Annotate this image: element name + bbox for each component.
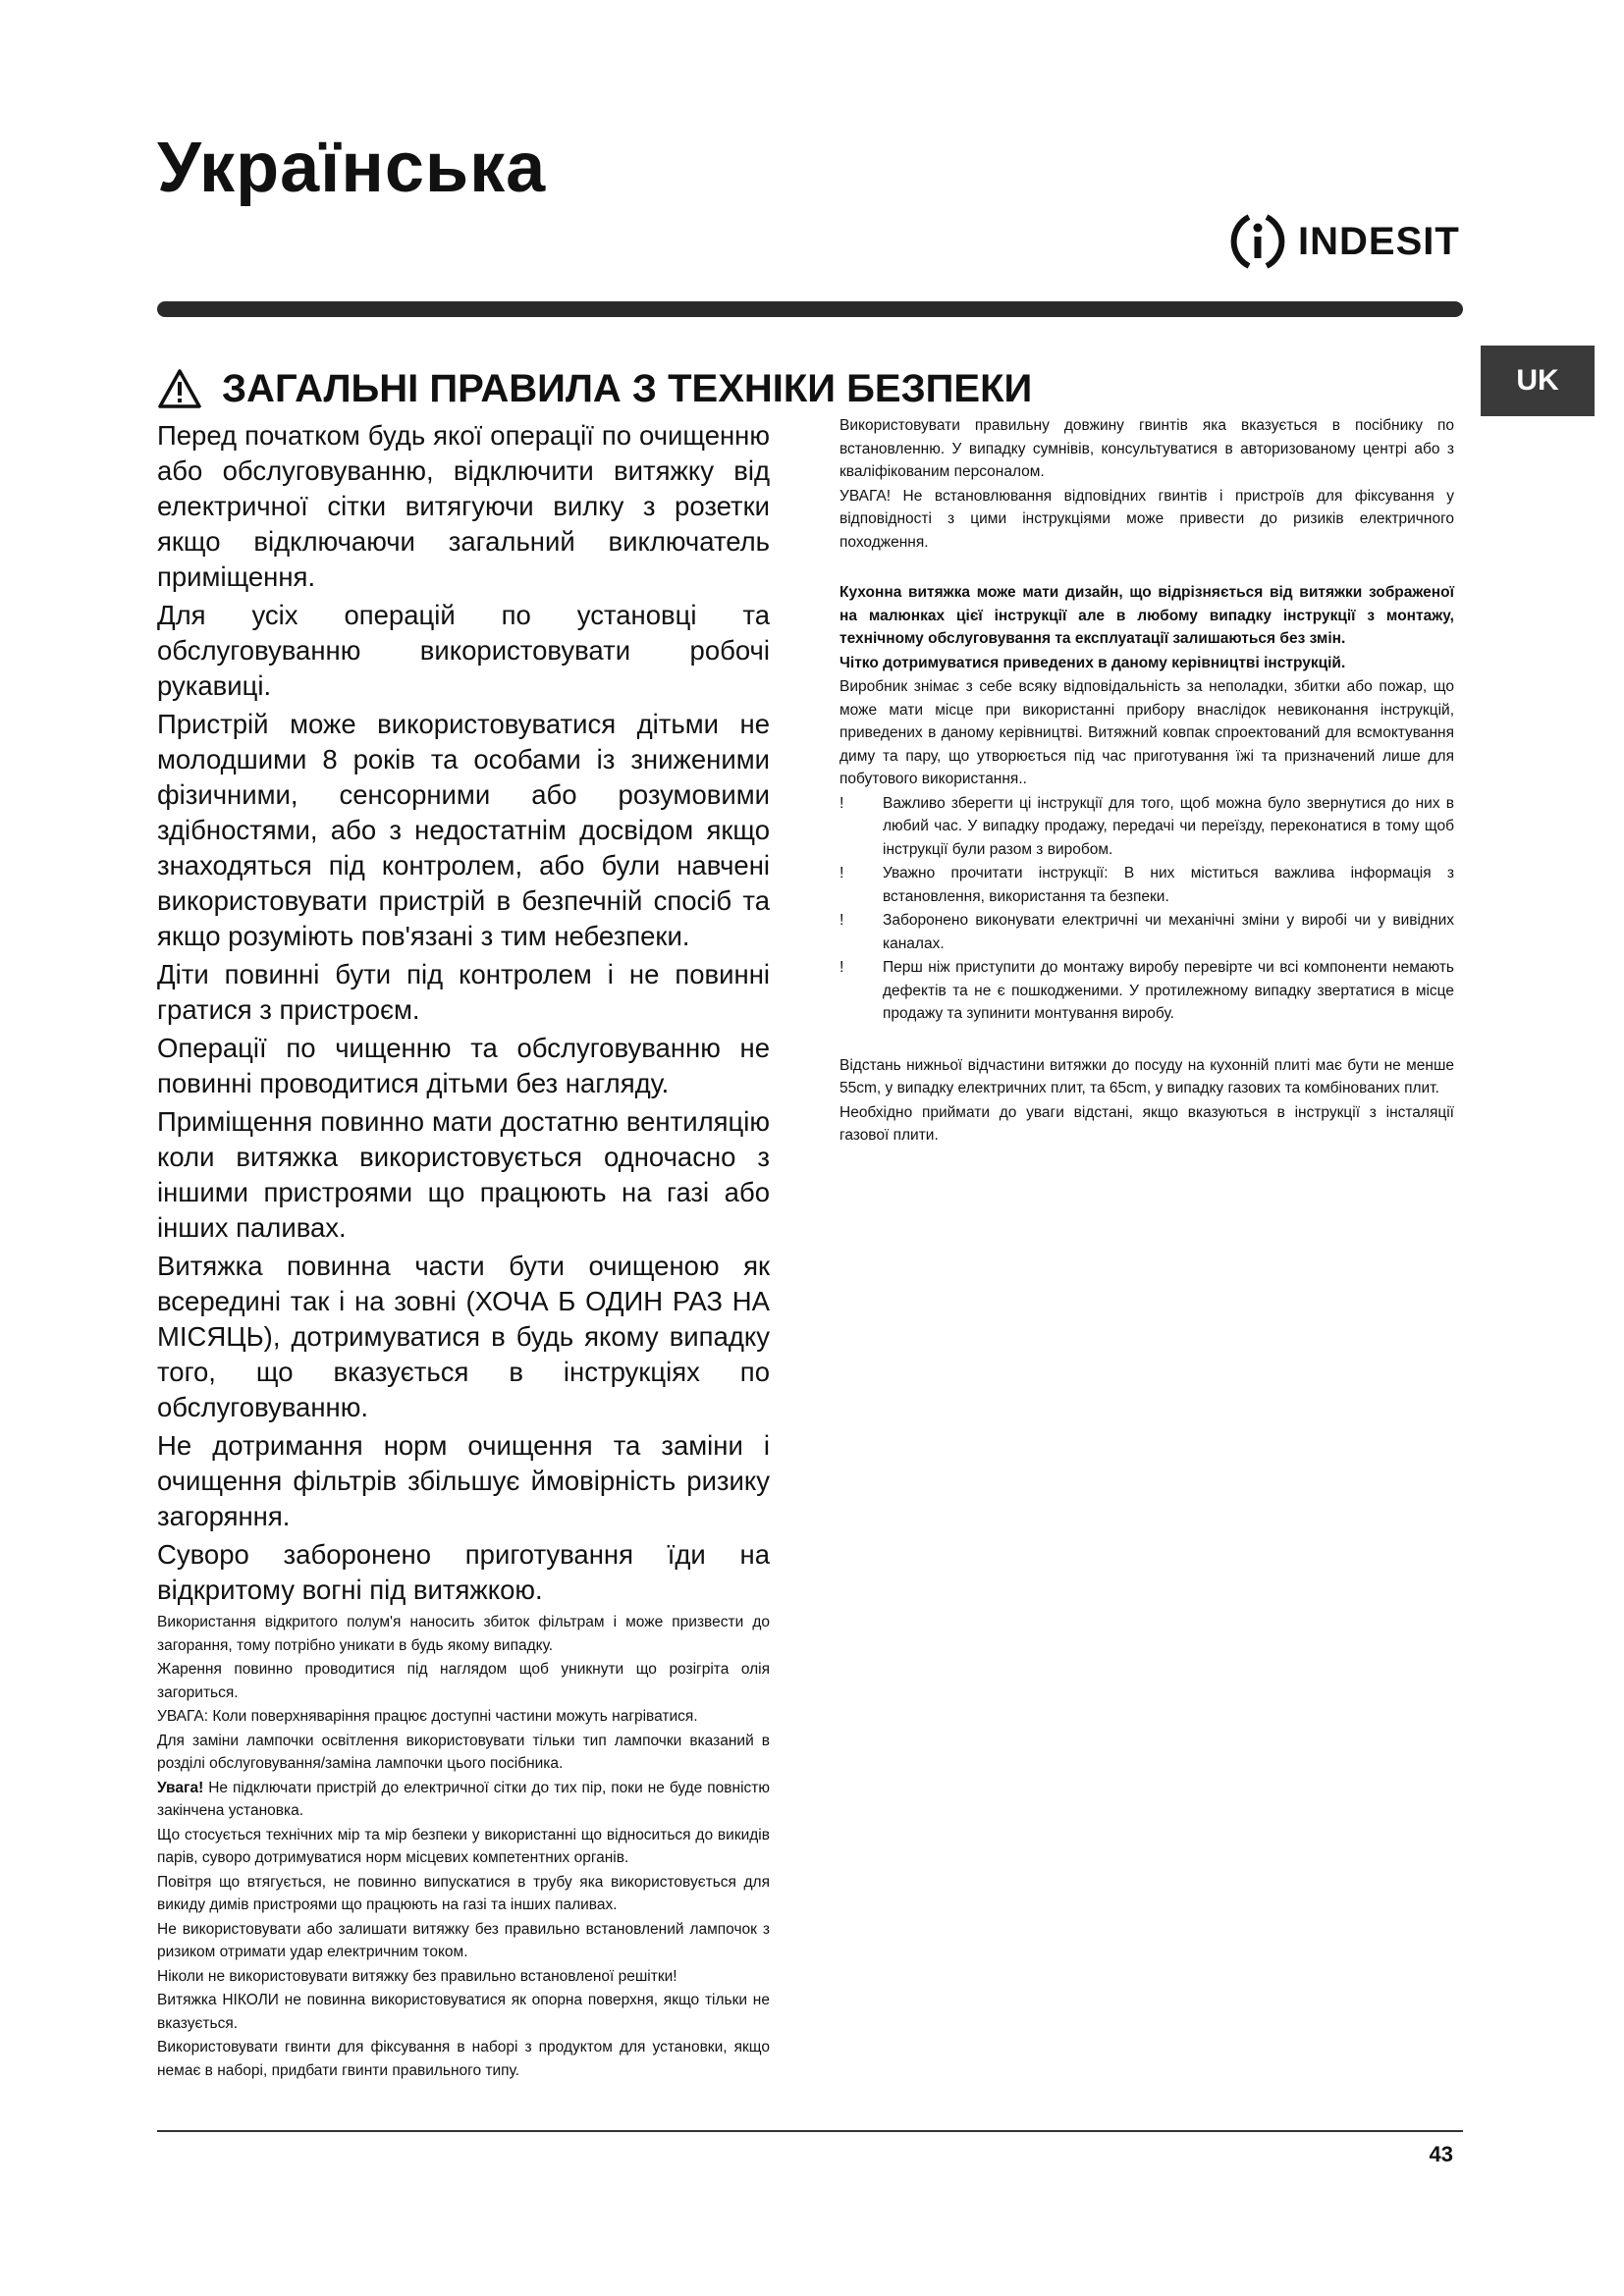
exclamation-mark: ! bbox=[839, 912, 844, 929]
brand-logo bbox=[1225, 210, 1460, 273]
safety-paragraph: Суворо заборонено приготування їди на відкритому вогні під витяжкою. bbox=[157, 1539, 770, 1605]
small-paragraph: Витяжка НІКОЛИ не повинна використовуватися як опорна поверхня, якщо тільки не вказується. bbox=[157, 1992, 770, 2032]
country-badge: UK bbox=[1481, 346, 1595, 416]
small-paragraph: Ніколи не використовувати витяжку без правильно встановленої решітки! bbox=[157, 1967, 677, 1985]
indesit-logo-icon bbox=[1225, 209, 1290, 274]
warning-triangle-icon bbox=[157, 368, 202, 409]
header-divider bbox=[157, 301, 1463, 317]
attention-label: Увага! bbox=[157, 1779, 204, 1796]
small-paragraph: Використовувати правильну довжину гвинтів яка вказується в посібнику по встановленню. У випадку сумнівів, консультуватися в авторизованому центрі або з кваліфікованим персоналом. bbox=[839, 417, 1454, 480]
exclamation-mark: ! bbox=[839, 959, 844, 976]
safety-paragraph: Перед початком будь якої операції по очищенню або обслуговуванню, відключити витяжку від електричної сітки витягуючи вилку з розетки якщо відключаючи загальний виключатель приміщення. bbox=[157, 420, 770, 592]
section-title: ЗАГАЛЬНІ ПРАВИЛА З ТЕХНІКИ БЕЗПЕКИ bbox=[222, 366, 1033, 410]
small-paragraph: Використовувати гвинти для фіксування в наборі з продуктом для установки, якщо немає в наборі, придбати гвинти правильного типу. bbox=[157, 2039, 770, 2079]
small-paragraph: УВАГА! Не встановлювання відповідних гвинтів і пристроїв для фіксування у відповідності з цими інструкціями може привести до ризиків електричного походження. bbox=[839, 487, 1454, 551]
safety-paragraph: Операції по чищенню та обслуговуванню не повинні проводитися дітьми без нагляду. bbox=[157, 1033, 770, 1098]
page-number: 43 bbox=[1429, 2142, 1453, 2166]
list-item bbox=[839, 909, 1454, 956]
notes-list bbox=[839, 792, 1454, 1027]
bold-paragraph: Чітко дотримуватися приведених в даному керівництві інструкцій. bbox=[839, 654, 1346, 671]
safety-paragraph: Діти повинні бути під контролем і не повинні гратися з пристроєм. bbox=[157, 959, 770, 1025]
safety-paragraph: Для усіх операцій по установці та обслуговуванню використовувати робочі рукавиці. bbox=[157, 600, 770, 701]
distance-paragraph: Відстань нижньої відчастини витяжки до посуду на кухонній плиті має бути не менше 55cm, у випадку електричних плит, та 65cm, у випадку газових та комбінованих плит. bbox=[839, 1056, 1454, 1096]
small-paragraph: Не використовувати або залишати витяжку без правильно встановлений лампочок з ризиком отримати удар електричним током. bbox=[157, 1920, 770, 1960]
bold-paragraph: Кухонна витяжка може мати дизайн, що відрізняється від витяжки зображеної на малюнках цієї інструкції але в любому випадку інструкції з монтажу, технічному обслуговування та експлуатації залишаються без змін. bbox=[839, 584, 1454, 647]
footer-divider bbox=[157, 2130, 1463, 2132]
exclamation-mark: ! bbox=[839, 865, 844, 881]
note-text: Перш ніж приступити до монтажу виробу перевірте чи всі компоненти немають дефектів та не є пошкодженими. У протилежному випадку звертатися в місце продажу та зупинити монтування виробу. bbox=[883, 959, 1454, 1022]
note-text: Важливо зберегти ці інструкції для того, щоб можна було звернутися до них в любий час. У випадку продажу, передачі чи переїзду, переконатися в тому щоб інструкції були разом з виробом. bbox=[883, 794, 1454, 858]
section-heading bbox=[157, 363, 1139, 414]
list-item bbox=[839, 956, 1454, 1027]
note-text: Заборонено виконувати електричні чи механічні зміни у виробі чи у вивідних каналах. bbox=[883, 912, 1454, 952]
small-paragraph: УВАГА: Коли поверхняваріння працює доступні частини можуть нагріватися. bbox=[157, 1708, 698, 1725]
list-item bbox=[839, 862, 1454, 909]
safety-paragraph: Витяжка повинна части бути очищеною як всередині так і на зовні (ХОЧА Б ОДИН РАЗ НА МІСЯЦЬ), дотримуватися в будь якому випадку того, що вказується в інструкціях по обслуговуванню. bbox=[157, 1251, 770, 1422]
small-paragraph: Що стосується технічних мір та мір безпеки у використанні що відноситься до викидів парів, суворо дотримуватися норм місцевих компетентних органів. bbox=[157, 1826, 770, 1866]
safety-paragraph: Не дотримання норм очищення та заміни і очищення фільтрів збільшує ймовірність ризику загоряння. bbox=[157, 1430, 770, 1531]
distance-paragraph: Необхідно приймати до уваги відстані, якщо вказуються в інструкції з інсталяції газової плити. bbox=[839, 1103, 1454, 1144]
note-text: Уважно прочитати інструкції: В них міститься важлива інформація з встановлення, використання та безпеки. bbox=[883, 865, 1454, 905]
exclamation-mark: ! bbox=[839, 794, 844, 812]
attention-text: Не підключати пристрій до електричної сітки до тих пір, поки не буде повністю закінчена установка. bbox=[157, 1779, 770, 1819]
safety-paragraph: Пристрій може використовуватися дітьми не молодшими 8 років та особами із зниженими фізичними, сенсорними або розумовими здібностями, або з недостатнім досвідом якщо знаходяться під контролем, або були навчені використовувати пристрій в безпечній спосіб та якщо розуміють пов'язані з тим небезпеки. bbox=[157, 709, 770, 951]
list-item bbox=[839, 792, 1454, 863]
left-column bbox=[157, 418, 770, 2083]
right-column bbox=[839, 414, 1454, 1148]
manufacturer-paragraph: Виробник знімає з себе всяку відповідальність за неполадки, збитки або пожар, що може мати місце при використанні прибору внаслідок невиконання інструкцій, приведених в даному керівництві. Витяжний ковпак спроектований для всмоктування диму та пару, що утворюється під час приготування їжі та призначений лише для побутового використання.. bbox=[839, 678, 1454, 787]
safety-paragraph: Приміщення повинно мати достатню вентиляцію коли витяжка використовується одночасно з іншими пристроями що працюють на газі або інших паливах. bbox=[157, 1106, 770, 1243]
small-paragraph: Повітря що втягується, не повинно випускатися в трубу яка використовується для викиду димів пристроями що працюють на газі та інших паливах. bbox=[157, 1873, 770, 1913]
small-paragraph: Використання відкритого полум'я наносить збиток фільтрам і може призвести до загорання, тому потрібно уникати в будь якому випадку. bbox=[157, 1614, 770, 1654]
small-paragraph: Жарення повинно проводитися під наглядом щоб уникнути що розігріта олія загориться. bbox=[157, 1661, 770, 1701]
small-paragraph: Для заміни лампочки освітлення використовувати тільки тип лампочки вказаний в розділі обслуговування/заміна лампочки цього посібника. bbox=[157, 1732, 770, 1772]
attention-paragraph bbox=[157, 1777, 770, 1823]
brand-name: INDESIT bbox=[1298, 219, 1460, 263]
language-title: Українська bbox=[157, 129, 547, 207]
